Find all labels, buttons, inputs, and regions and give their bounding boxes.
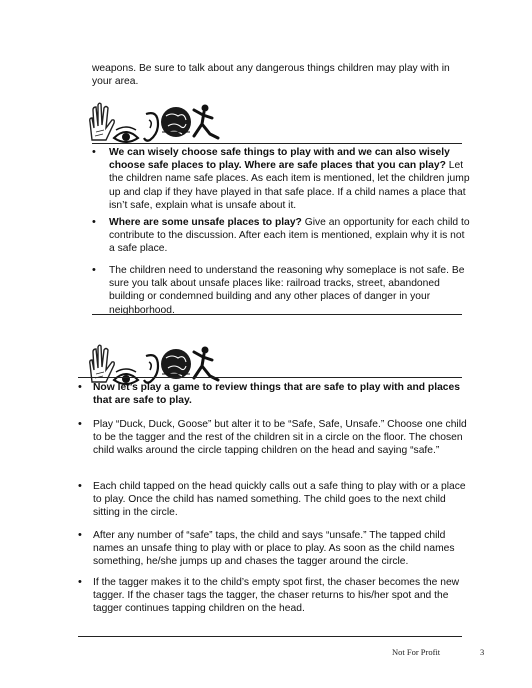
item-text: After any number of “safe” taps, the child and says “unsafe.” The tapped child names an unsafe thing to play with or place to play. As soon as the child names something, he/she jumps up and chases the tagger around the circle.: [93, 530, 455, 568]
item-text: If the tagger makes it to the child’s empty spot first, the chaser becomes the new tagger. If the chaser tags the tagger, the chaser returns to his/her spot and the tagger continues tapping children on the head.: [93, 577, 460, 615]
brain-icon: [161, 349, 191, 379]
bullet-marker: •: [78, 381, 82, 393]
ear-icon: [144, 113, 158, 141]
eye-icon: [114, 127, 138, 142]
item-text: Each child tapped on the head quickly calls out a safe thing to play with or a place to play. Once the child has named something. The child goes to the next child sitting in the circle.: [93, 481, 466, 519]
bullet-marker: •: [78, 529, 82, 541]
stretching-figure-icon: [194, 105, 218, 139]
bullet-marker: •: [78, 480, 82, 492]
intro-text: weapons. Be sure to talk about any dangerous things children may play with in your area.: [92, 63, 450, 88]
hand-icon: [90, 103, 115, 140]
section-1-bottom-rule: [92, 314, 462, 315]
intro-paragraph: [92, 62, 472, 88]
list-item: [109, 146, 471, 212]
item-text: The children need to understand the reasoning why someplace is not safe. Be sure you talk about unsafe places like: railroad tracks, street, abandoned building or condemned building and any other places of danger in your neighborhood.: [109, 265, 465, 316]
list-item: [93, 381, 468, 407]
bullet-marker: •: [78, 418, 82, 430]
list-item: [93, 418, 468, 458]
item-bold-text: Where are some unsafe places to play?: [109, 217, 302, 228]
stretching-figure-icon: [194, 347, 218, 381]
bullet-marker: •: [92, 146, 96, 158]
item-bold-text: Now let’s play a game to review things that are safe to play with and places that are safe to play.: [93, 382, 460, 407]
footer-rule: [78, 636, 462, 637]
item-text: Play “Duck, Duck, Goose” but alter it to be “Safe, Safe, Unsafe.” Choose one child to be the tagger and the rest of the children sit in a circle on the floor. The chosen child walks around the circle tapping children on the head and saying “safe.”: [93, 419, 467, 457]
list-item: [109, 216, 471, 256]
list-item: [93, 480, 468, 520]
item-text: Let the children name safe places. As each item is mentioned, let the children jump up and clap if they have played in that safe place. If a child names a place that isn’t safe, explain what is unsafe about it.: [109, 160, 470, 211]
item-text: Give an opportunity for each child to contribute to the discussion. After each item is mentioned, explain why it is not a safe place.: [109, 217, 470, 255]
list-item: [93, 576, 468, 616]
page-number: 3: [480, 647, 485, 657]
list-item: [93, 529, 468, 569]
brain-icon: [161, 107, 191, 137]
section-2-top-rule: [78, 377, 462, 378]
footer-text: Not For Profit: [392, 647, 441, 657]
senses-icon-strip-1: [86, 100, 226, 146]
item-bold-text: We can wisely choose safe things to play with and we can also wisely choose safe places to play. Where are safe places that you can play?: [109, 147, 450, 172]
section-1-top-rule: [92, 143, 462, 144]
bullet-marker: •: [92, 216, 96, 228]
ear-icon: [144, 355, 158, 383]
bullet-marker: •: [78, 576, 82, 588]
bullet-marker: •: [92, 264, 96, 276]
list-item: [109, 264, 471, 317]
